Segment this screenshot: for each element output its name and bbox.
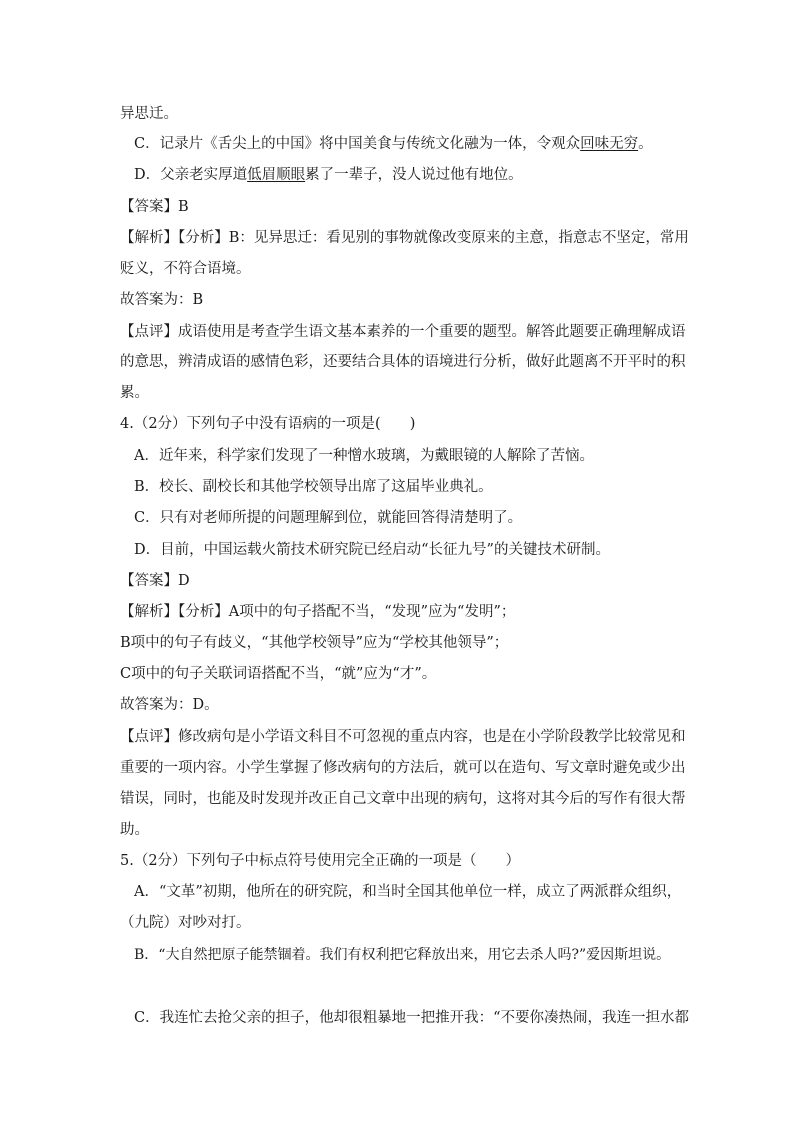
q4-analysis-line-1: 【解析】【分析】A项中的句子搭配不当，“发现”应为“发明”； — [120, 604, 516, 620]
q3-option-d-idiom: 低眉顺眼 — [247, 167, 306, 183]
q5-option-a-line-2: （九院）对吵对打。 — [120, 915, 251, 931]
q3-option-d-after: 累了一辈子，没人说过他有地位。 — [305, 167, 523, 183]
q3-option-d — [134, 165, 523, 185]
q4-conclusion: 故答案为：D。 — [120, 697, 219, 713]
q4-stem: 4.（2分）下列句子中没有语病的一项是( ) — [120, 416, 416, 432]
q3-option-c — [134, 134, 653, 154]
q3-comment-line-3: 累。 — [120, 385, 149, 401]
q4-comment-line-1: 【点评】修改病句是小学语文科目不可忽视的重点内容，也是在小学阶段教学比较常见和 — [120, 729, 686, 745]
q4-analysis-line-2: B项中的句子有歧义，“其他学校领导”应为“学校其他领导”； — [120, 635, 509, 651]
q4-option-d: D．目前，中国运载火箭技术研究院已经启动“长征九号”的关键技术研制。 — [134, 542, 610, 558]
q3-option-c-before: C．记录片《舌尖上的中国》将中国美食与传统文化融为一体，令观众 — [134, 136, 581, 152]
q3-comment-line-2: 的意思，辨清成语的感情色彩，还要结合具体的语境进行分析，做好此题离不开平时的积 — [120, 354, 686, 370]
q4-answer: 【答案】D — [120, 573, 190, 589]
q5-option-b: B．“大自然把原子能禁锢着。我们有权利把它释放出来，用它去杀人吗?”爱因斯坦说。 — [134, 947, 671, 963]
q3-answer: 【答案】B — [120, 199, 189, 215]
q4-analysis-line-3: C项中的句子关联词语搭配不当，“就”应为“才”。 — [120, 666, 437, 682]
q4-option-a: A．近年来，科学家们发现了一种憎水玻璃，为戴眼镜的人解除了苦恼。 — [134, 448, 594, 464]
q5-option-a-line-1: A．“文革”初期，他所在的研究院，和当时全国其他单位一样，成立了两派群众组织， — [134, 884, 682, 900]
q4-option-b: B．校长、副校长和其他学校领导出席了这届毕业典礼。 — [134, 479, 493, 495]
q5-option-c: C．我连忙去抢父亲的担子，他却很粗暴地一把推开我：“不要你凑热闹，我连一担水都 — [134, 1010, 690, 1026]
q3-option-c-after: 。 — [638, 136, 653, 152]
q3-analysis-line-1: 【解析】【分析】B：见异思迁：看见别的事物就像改变原来的主意，指意志不坚定，常用 — [120, 230, 689, 246]
q3-option-b-tail: 异思迁。 — [120, 106, 178, 122]
q3-option-d-before: D．父亲老实厚道 — [134, 167, 248, 183]
q3-conclusion: 故答案为：B — [120, 292, 204, 308]
q5-stem: 5.（2分）下列句子中标点符号使用完全正确的一项是（ ） — [120, 853, 521, 869]
q3-comment-line-1: 【点评】成语使用是考查学生语文基本素养的一个重要的题型。解答此题要正确理解成语 — [120, 324, 686, 340]
q3-analysis-line-2: 贬义，不符合语境。 — [120, 261, 251, 277]
q4-option-c: C．只有对老师所提的问题理解到位，就能回答得清楚明了。 — [134, 510, 523, 526]
q3-option-c-idiom: 回味无穷 — [580, 136, 639, 152]
q4-comment-line-4: 助。 — [120, 822, 149, 838]
q4-comment-line-3: 错误，同时，也能及时发现并改正自己文章中出现的病句，这将对其今后的写作有很大帮 — [120, 791, 686, 807]
q4-comment-line-2: 重要的一项内容。小学生掌握了修改病句的方法后，就可以在造句、写文章时避免或少出 — [120, 760, 686, 776]
